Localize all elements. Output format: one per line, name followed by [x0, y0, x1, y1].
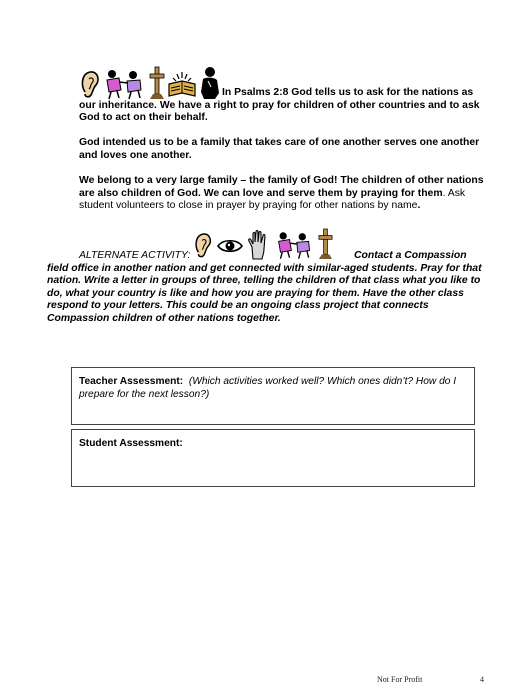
paragraph-alternate-activity	[47, 250, 482, 326]
psalms-line-2: our inheritance. We have a right to pray for children of other countries and to ask	[79, 99, 480, 111]
family-line-1: God intended us to be a family that takes care of one another serves one another	[79, 137, 480, 148]
large-family-line-2: are also children of God. We can love and serve them by praying for them	[79, 187, 443, 199]
paragraph-family	[79, 137, 479, 162]
large-family-line-3-tail: .	[417, 200, 421, 212]
family-line-2: and loves one another.	[79, 149, 192, 161]
large-family-line-2-tail: . Ask	[442, 187, 466, 199]
alternate-activity-label: ALTERNATE ACTIVITY:	[79, 250, 191, 261]
student-assessment-box[interactable]	[71, 429, 475, 487]
alternate-line-2: field office in another nation and get connected with similar-aged students. Pray for that	[47, 262, 482, 274]
alternate-line-3: nation. Write a letter in groups of three, telling the children of that class what you like to	[47, 275, 481, 287]
teacher-assessment-question-2: prepare for the next lesson?)	[79, 388, 210, 400]
alternate-line-5: respond to your letters. This could be an ongoing class project that connects	[47, 300, 429, 312]
alternate-line-1: Contact a Compassion	[354, 250, 467, 261]
footer-not-for-profit: Not For Profit	[377, 675, 423, 684]
teacher-assessment-question: (Which activities worked well? Which ones didn’t? How do I	[188, 376, 457, 387]
teacher-assessment-box[interactable]	[71, 367, 475, 425]
paragraph-large-family	[79, 175, 484, 213]
alternate-line-6: Compassion children of other nations together.	[47, 312, 281, 324]
student-assessment-label: Student Assessment:	[79, 438, 183, 449]
page-number: 4	[480, 675, 484, 684]
large-family-line-1: We belong to a very large family – the family of God! The children of other nations	[79, 175, 484, 186]
teacher-assessment-label: Teacher Assessment:	[79, 376, 184, 387]
alternate-line-4: do, what your country is like and how you are praying for them. Have the other class	[47, 287, 464, 299]
psalms-line-1: In Psalms 2:8 God tells us to ask for the nations as	[222, 87, 474, 98]
large-family-line-3: student volunteers to close in prayer by praying for other nations by name	[79, 200, 418, 212]
paragraph-psalms	[79, 87, 480, 125]
psalms-line-3: God to act on their behalf.	[79, 112, 208, 124]
